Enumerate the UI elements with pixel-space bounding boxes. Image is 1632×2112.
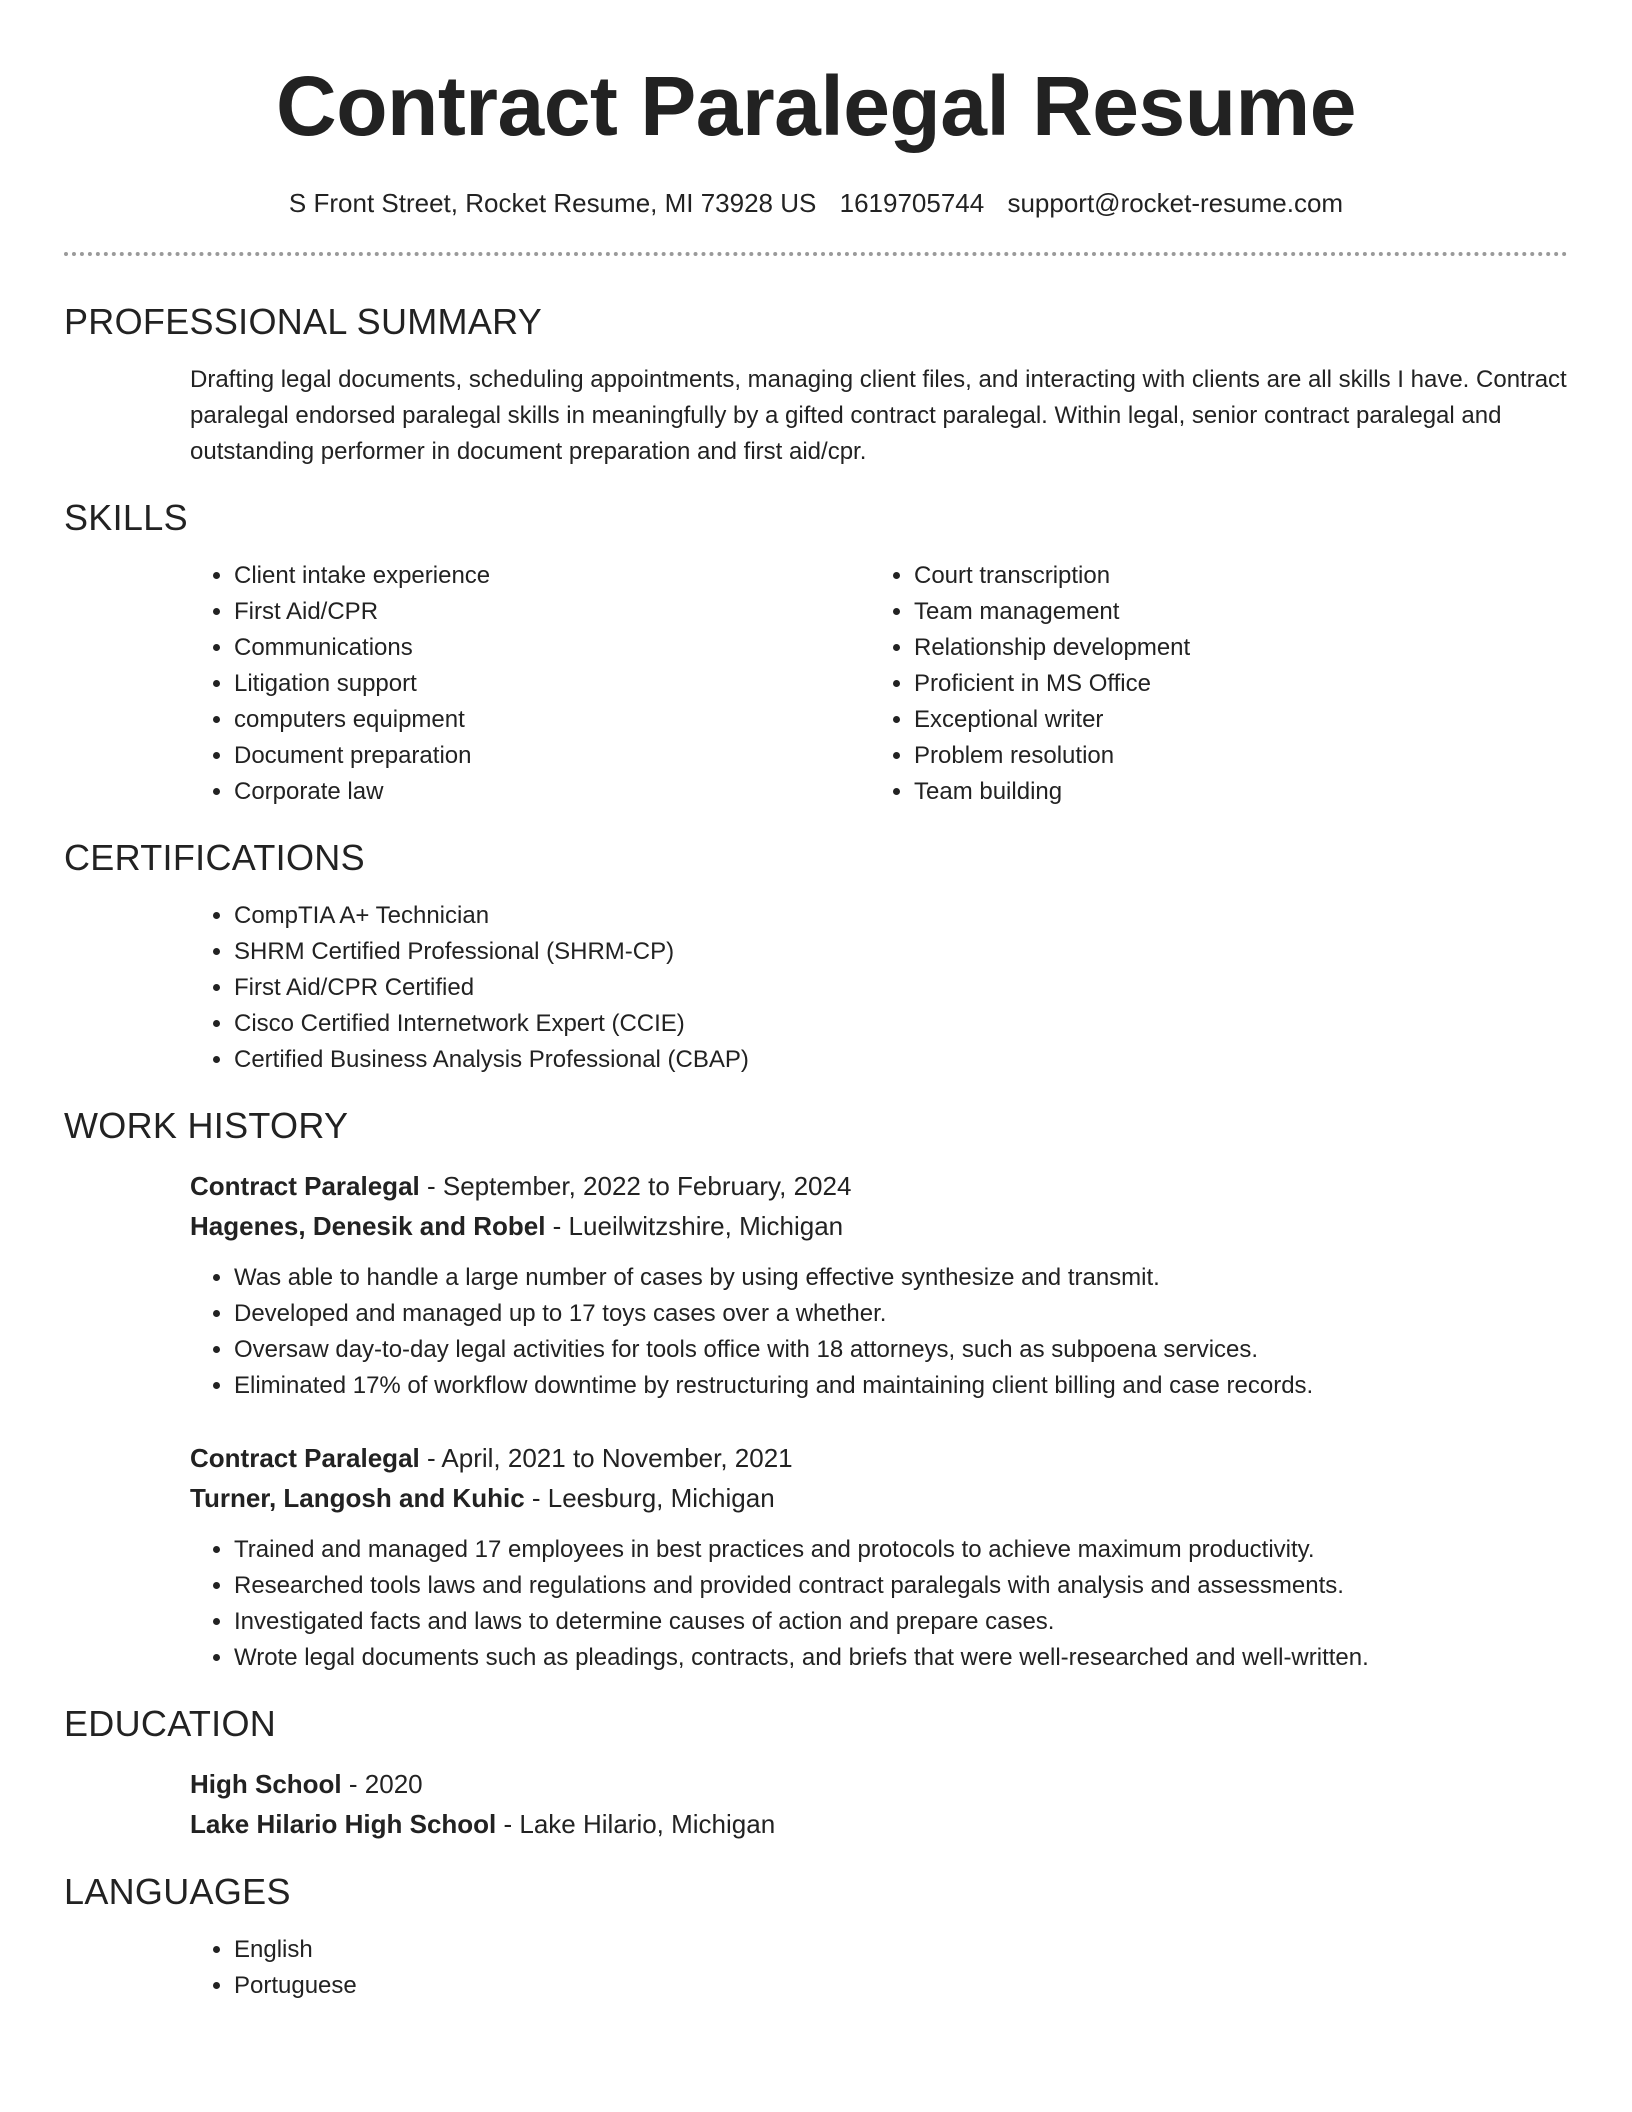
job-company-line (190, 1478, 1568, 1518)
job-company-line (190, 1206, 1568, 1246)
skill-item: • First Aid/CPR (234, 594, 870, 630)
language-item: • English (234, 1932, 1568, 1968)
education-school: Lake Hilario High School (190, 1809, 497, 1839)
certification-item: • SHRM Certified Professional (SHRM-CP) (234, 934, 1568, 970)
education-section (64, 1702, 1568, 1844)
skill-item: • Relationship development (914, 630, 1550, 666)
skills-column-right (870, 558, 1550, 810)
certification-item: • CompTIA A+ Technician (234, 898, 1568, 934)
job-bullet: • Developed and managed up to 17 toys cases over a whether. (234, 1296, 1568, 1332)
job-entry (190, 1438, 1568, 1676)
skill-item: • Problem resolution (914, 738, 1550, 774)
certification-item: • First Aid/CPR Certified (234, 970, 1568, 1006)
job-bullet: • Investigated facts and laws to determine causes of action and prepare cases. (234, 1604, 1568, 1640)
job-bullets (190, 1260, 1568, 1404)
skills-columns (64, 558, 1568, 810)
skill-item: • Team building (914, 774, 1550, 810)
contact-phone: 1619705744 (839, 188, 985, 218)
summary-section (64, 300, 1568, 470)
contact-line (64, 186, 1568, 220)
job-bullet: • Researched tools laws and regulations and provided contract paralegals with analysis and assessments. (234, 1568, 1568, 1604)
education-degree: High School (190, 1769, 342, 1799)
education-heading: EDUCATION (64, 1703, 277, 1744)
education-degree-line (190, 1764, 1568, 1804)
job-title: Contract Paralegal (190, 1171, 420, 1201)
skills-heading: SKILLS (64, 497, 188, 538)
job-title: Contract Paralegal (190, 1443, 420, 1473)
header-divider (64, 252, 1568, 256)
skill-item: • Proficient in MS Office (914, 666, 1550, 702)
contact-email: support@rocket-resume.com (1007, 188, 1344, 218)
certifications-list (190, 898, 1568, 1078)
education-school-line (190, 1804, 1568, 1844)
languages-list (190, 1932, 1568, 2004)
skill-item: • Client intake experience (234, 558, 870, 594)
job-company: Turner, Langosh and Kuhic (190, 1483, 525, 1513)
job-entry (190, 1166, 1568, 1404)
job-title-line (190, 1166, 1568, 1206)
job-bullet: • Wrote legal documents such as pleadings, contracts, and briefs that were well-researched and well-written. (234, 1640, 1568, 1676)
education-location: - Lake Hilario, Michigan (496, 1809, 776, 1839)
job-bullet: • Trained and managed 17 employees in best practices and protocols to achieve maximum productivity. (234, 1532, 1568, 1568)
summary-heading: PROFESSIONAL SUMMARY (64, 301, 543, 342)
job-location: - Lueilwitzshire, Michigan (545, 1211, 844, 1241)
languages-section (64, 1870, 1568, 2004)
skill-item: • Document preparation (234, 738, 870, 774)
skill-item: • Exceptional writer (914, 702, 1550, 738)
contact-address: S Front Street, Rocket Resume, MI 73928 US (288, 188, 817, 218)
languages-heading: LANGUAGES (64, 1871, 291, 1912)
resume-header (64, 0, 1568, 220)
skills-section (64, 496, 1568, 810)
skill-item: • computers equipment (234, 702, 870, 738)
job-dates: - April, 2021 to November, 2021 (419, 1443, 793, 1473)
job-bullets (190, 1532, 1568, 1676)
skill-item: • Court transcription (914, 558, 1550, 594)
work-history-heading: WORK HISTORY (64, 1105, 349, 1146)
skill-item: • Corporate law (234, 774, 870, 810)
skills-column-left (190, 558, 870, 810)
education-year: - 2020 (341, 1769, 423, 1799)
job-title-line (190, 1438, 1568, 1478)
skill-item: • Communications (234, 630, 870, 666)
skill-item: • Team management (914, 594, 1550, 630)
certifications-heading: CERTIFICATIONS (64, 837, 365, 878)
skill-item: • Litigation support (234, 666, 870, 702)
certification-item: • Certified Business Analysis Professional (CBAP) (234, 1042, 1568, 1078)
job-company: Hagenes, Denesik and Robel (190, 1211, 546, 1241)
job-dates: - September, 2022 to February, 2024 (419, 1171, 852, 1201)
job-bullet: • Was able to handle a large number of cases by using effective synthesize and transmit. (234, 1260, 1568, 1296)
summary-text: Drafting legal documents, scheduling appointments, managing client files, and interacting with clients are all skills I have. Contract paralegal endorsed paralegal skills in meaningfully by a gifted contract paralegal. Within legal, senior contract paralegal and outstanding performer in document preparation and first aid/cpr. (190, 366, 1567, 465)
certification-item: • Cisco Certified Internetwork Expert (CCIE) (234, 1006, 1568, 1042)
job-bullet: • Oversaw day-to-day legal activities for tools office with 18 attorneys, such as subpoena services. (234, 1332, 1568, 1368)
language-item: • Portuguese (234, 1968, 1568, 2004)
job-bullet: • Eliminated 17% of workflow downtime by restructuring and maintaining client billing and case records. (234, 1368, 1568, 1404)
job-location: - Leesburg, Michigan (524, 1483, 775, 1513)
certifications-section (64, 836, 1568, 1078)
work-history-section (64, 1104, 1568, 1676)
resume-title: Contract Paralegal Resume (276, 59, 1356, 153)
